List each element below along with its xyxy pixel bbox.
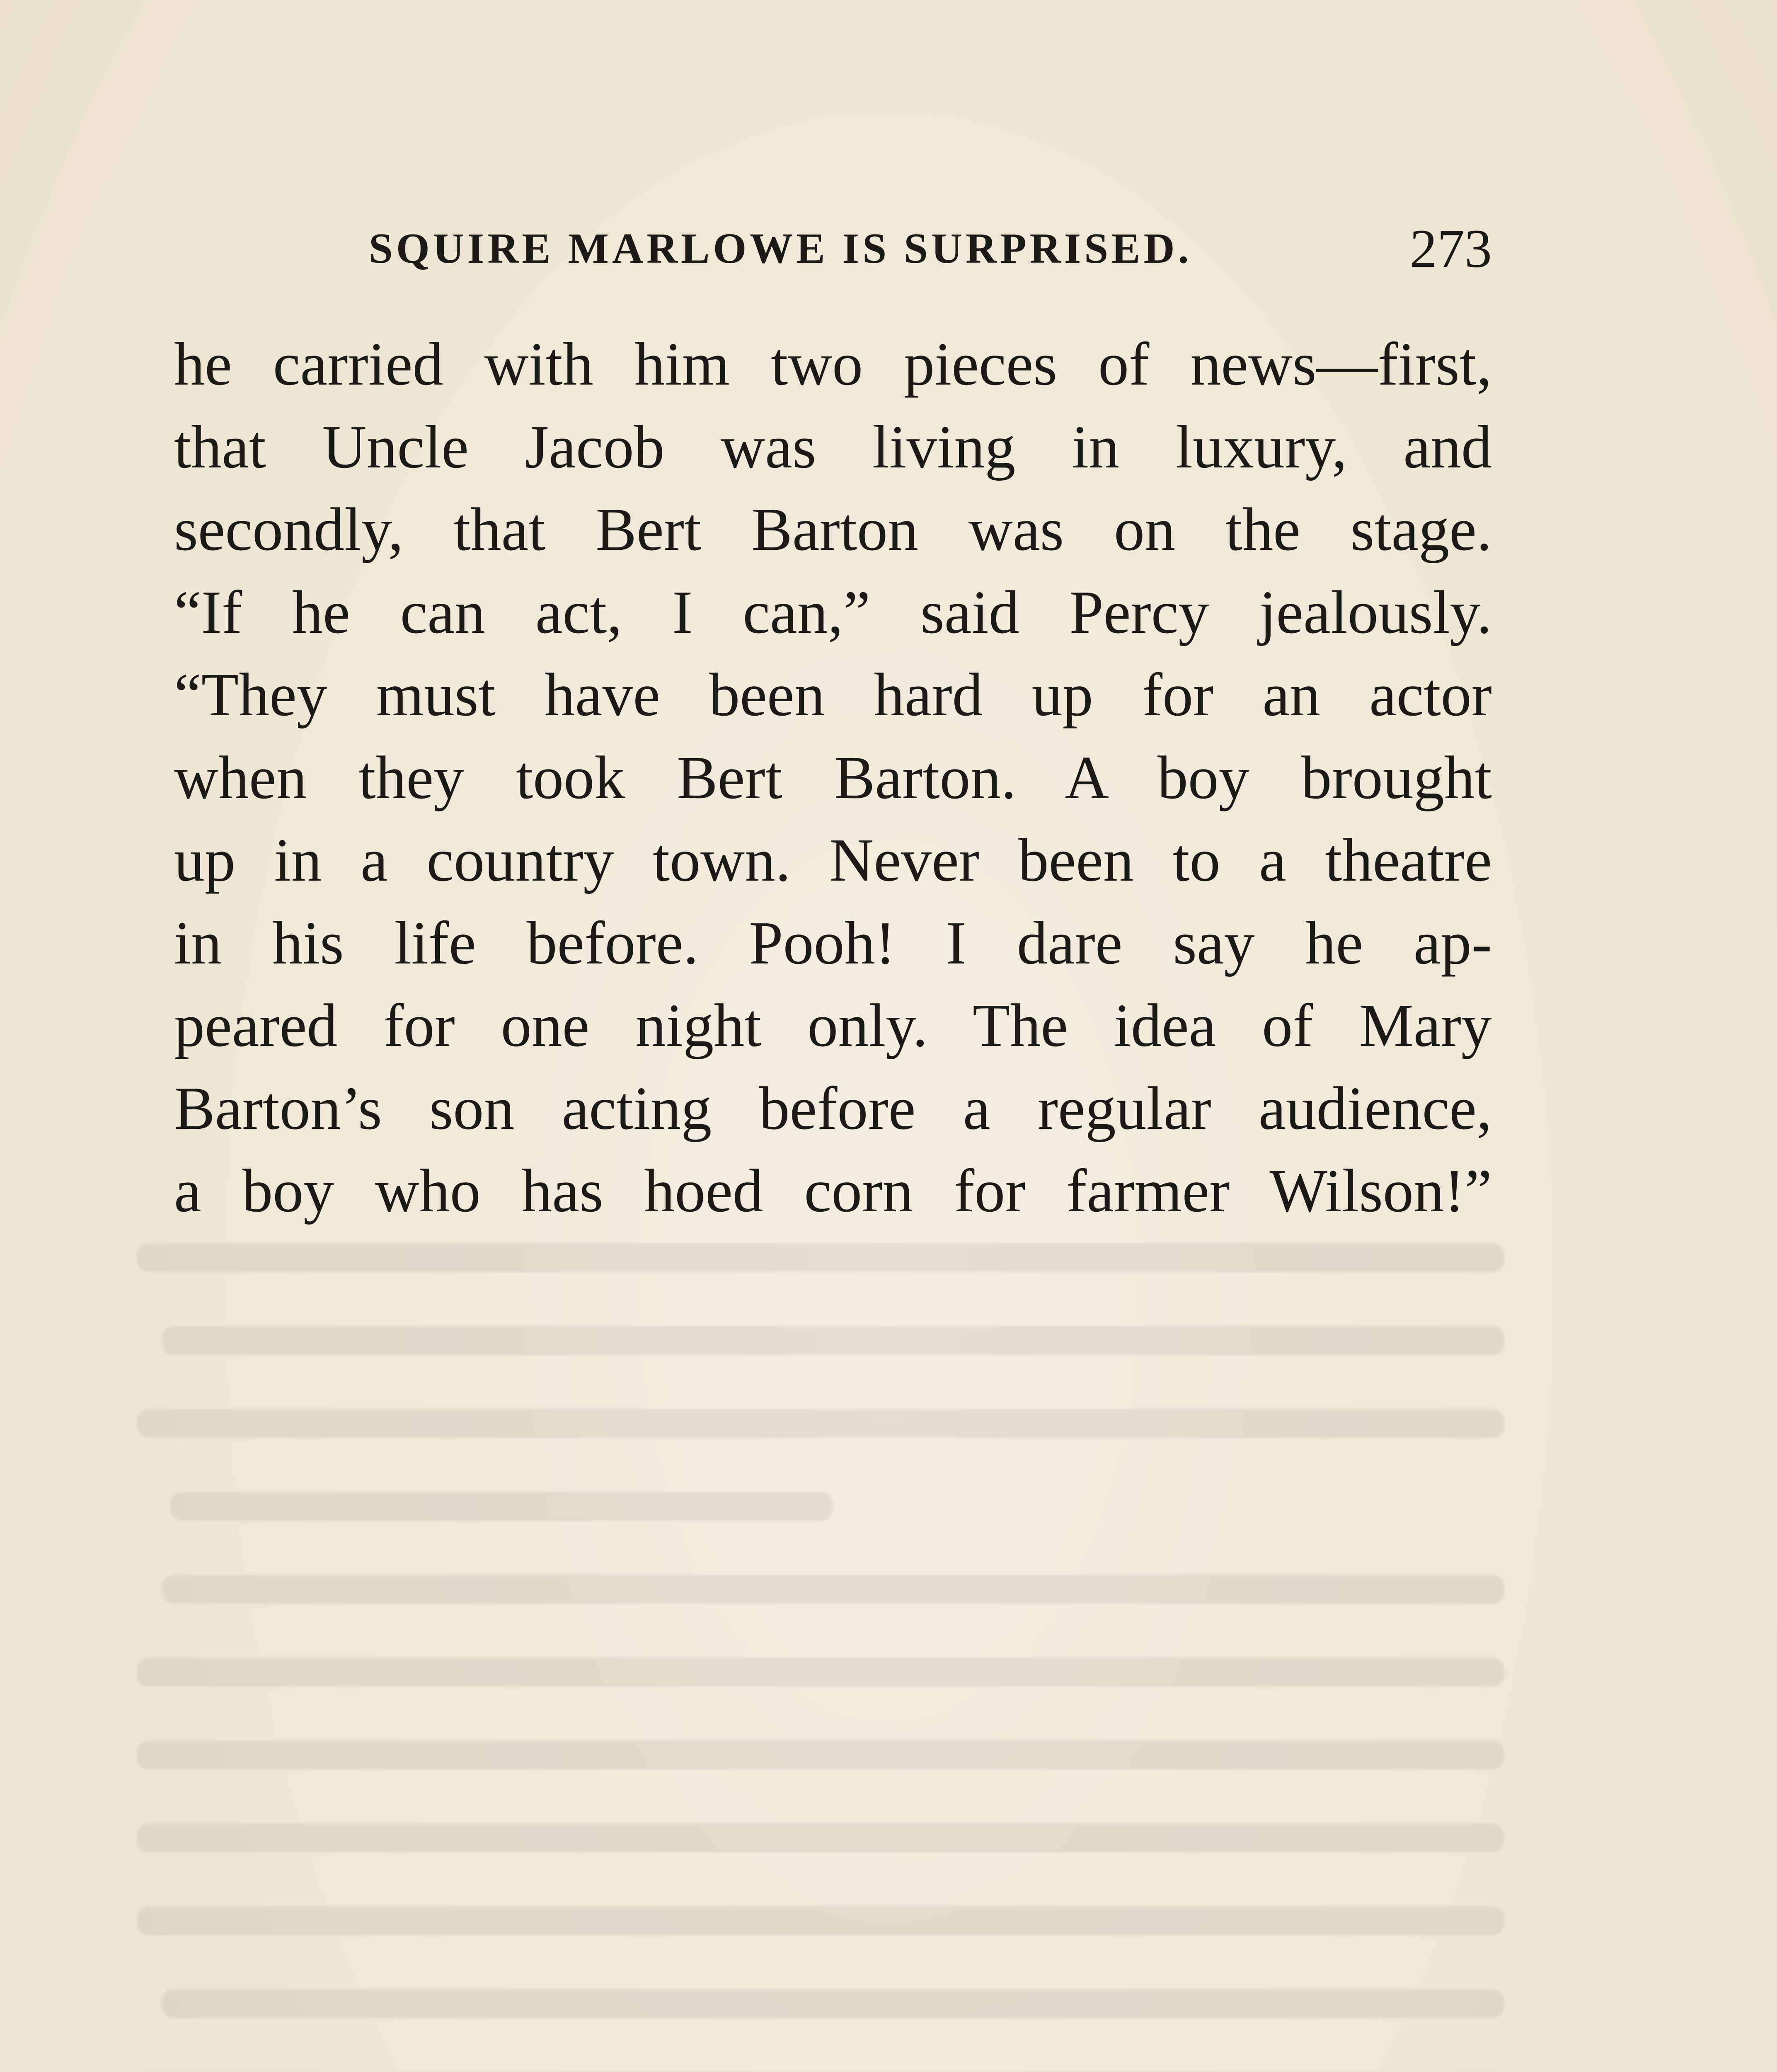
text-line: a boy who has hoed corn for farmer Wilson!” xyxy=(174,1157,1492,1225)
text-line: peared for one night only. The idea of Mary xyxy=(174,992,1492,1060)
running-header xyxy=(174,215,1492,282)
text-line: in his life before. Pooh! I dare say he ap- xyxy=(174,909,1492,977)
text-line: that Uncle Jacob was living in luxury, and xyxy=(174,413,1492,481)
text-line: secondly, that Bert Barton was on the stage. xyxy=(174,496,1492,564)
text-line: Barton’s son acting before a regular audience, xyxy=(174,1074,1492,1143)
text-line: he carried with him two pieces of news—first, xyxy=(174,330,1492,398)
text-line: “They must have been hard up for an actor xyxy=(174,661,1492,729)
text-line: up in a country town. Never been to a theatre xyxy=(174,826,1492,894)
body-text xyxy=(174,323,1492,1233)
text-line: when they took Bert Barton. A boy brought xyxy=(174,743,1492,812)
show-through-texture xyxy=(137,1235,1546,2072)
running-title: SQUIRE MARLOWE IS SURPRISED. xyxy=(369,225,1192,272)
text-line: “If he can act, I can,” said Percy jealously. xyxy=(174,578,1492,646)
page-number: 273 xyxy=(1410,218,1492,279)
